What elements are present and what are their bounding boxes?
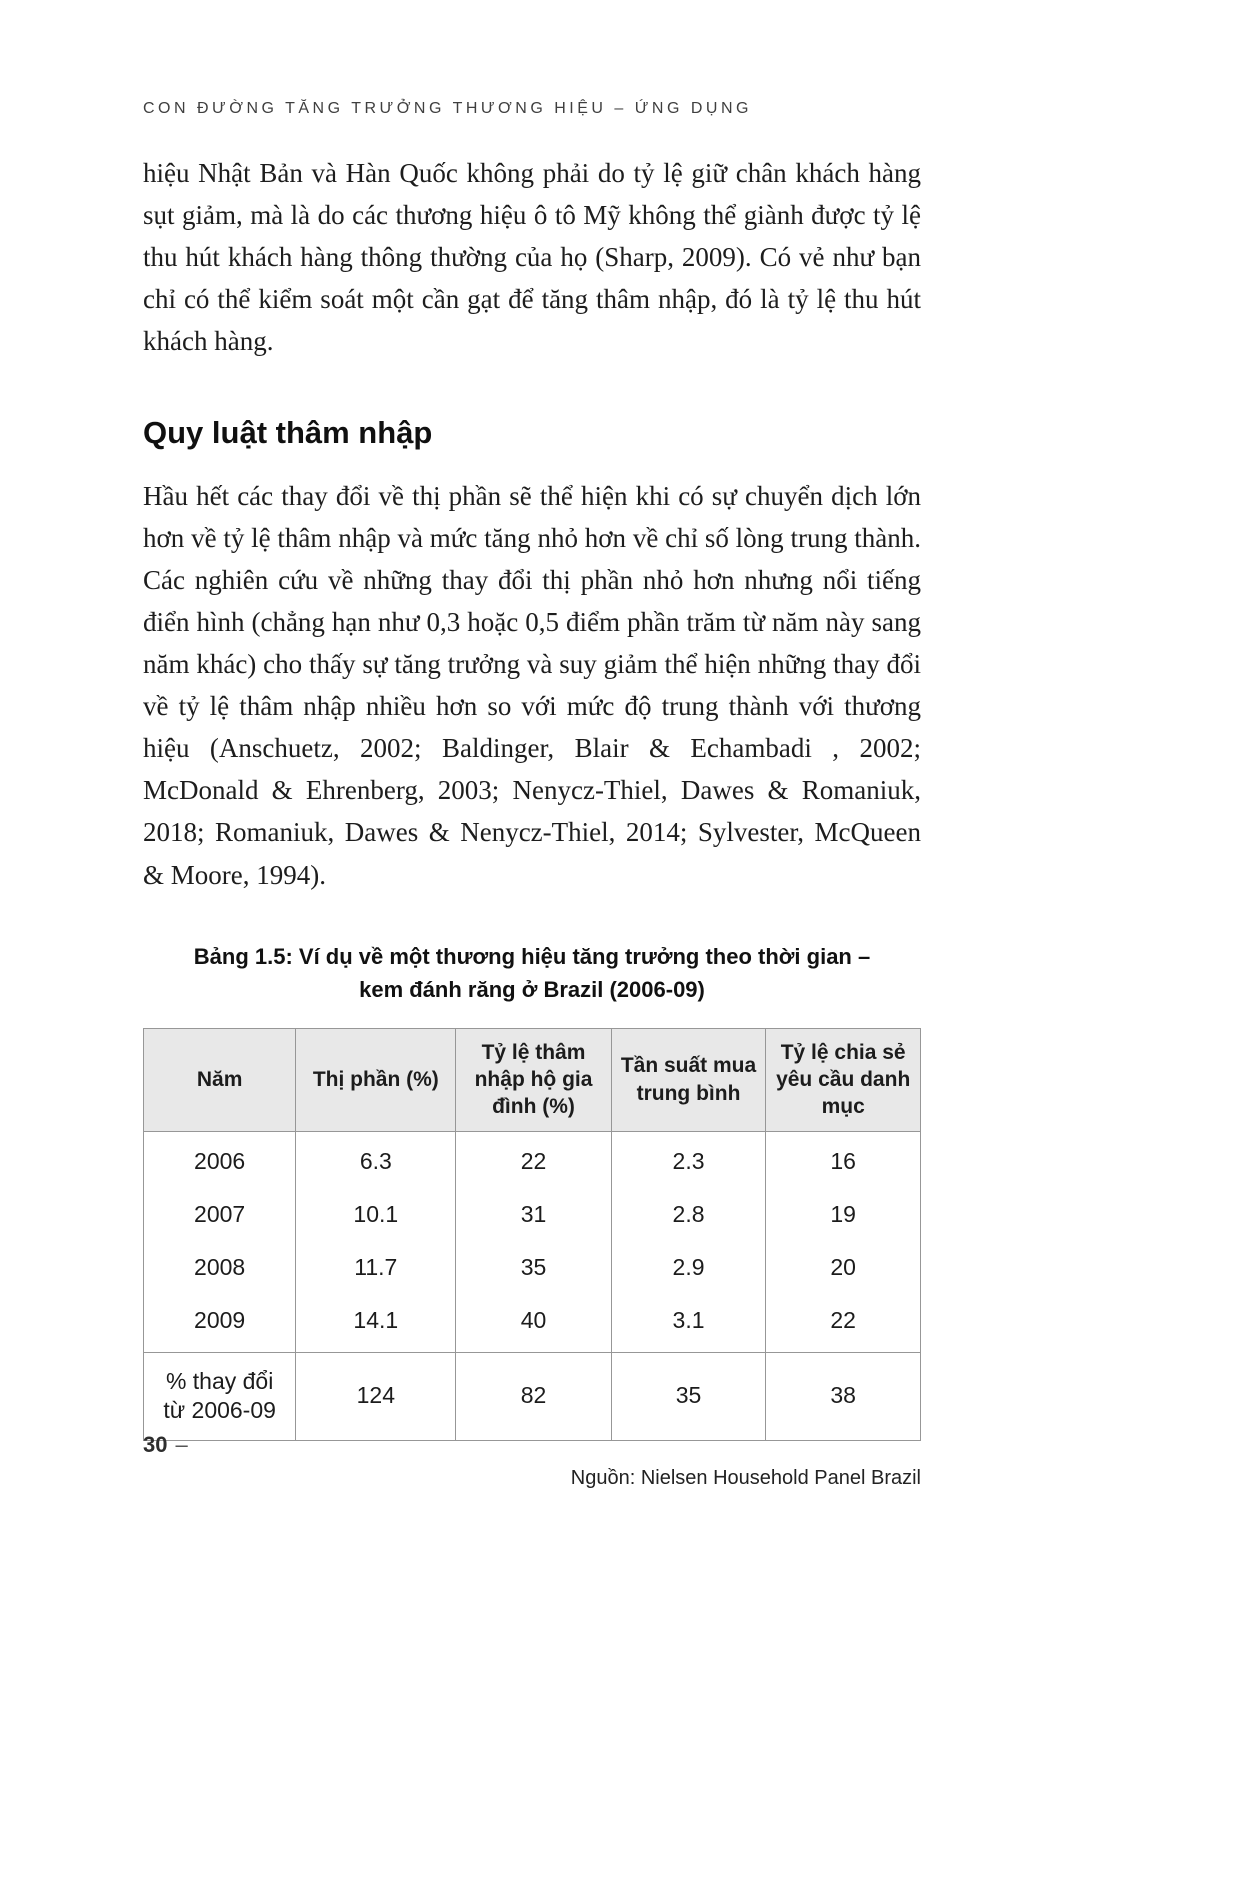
table-row-2007 bbox=[144, 1188, 921, 1241]
cell-frequency: 2.3 bbox=[611, 1131, 766, 1188]
cell-year: 2006 bbox=[144, 1131, 296, 1188]
cell-summary-label: % thay đổi từ 2006-09 bbox=[144, 1352, 296, 1441]
cell-category-share: 16 bbox=[766, 1131, 921, 1188]
cell-category-share: 20 bbox=[766, 1241, 921, 1294]
page-footer bbox=[143, 1432, 188, 1458]
cell-year: 2008 bbox=[144, 1241, 296, 1294]
column-header-purchase-frequency: Tần suất mua trung bình bbox=[611, 1028, 766, 1131]
cell-frequency: 2.9 bbox=[611, 1241, 766, 1294]
column-header-penetration: Tỷ lệ thâm nhập hộ gia đình (%) bbox=[456, 1028, 611, 1131]
cell-market-share: 6.3 bbox=[296, 1131, 456, 1188]
table-caption bbox=[143, 940, 921, 1006]
running-header: CON ĐƯỜNG TĂNG TRƯỞNG THƯƠNG HIỆU – ỨNG DỤNG bbox=[143, 100, 752, 117]
page-content bbox=[143, 0, 921, 1490]
table-row-2009 bbox=[144, 1294, 921, 1353]
table-summary-row bbox=[144, 1352, 921, 1441]
cell-summary-frequency: 35 bbox=[611, 1352, 766, 1441]
brand-growth-table bbox=[143, 1028, 921, 1442]
column-header-year: Năm bbox=[144, 1028, 296, 1131]
cell-summary-penetration: 82 bbox=[456, 1352, 611, 1441]
table-caption-line-2: kem đánh răng ở Brazil (2006-09) bbox=[359, 976, 705, 1002]
cell-frequency: 2.8 bbox=[611, 1188, 766, 1241]
cell-summary-market-share: 124 bbox=[296, 1352, 456, 1441]
section-paragraph: Hầu hết các thay đổi về thị phần sẽ thể hiện khi có sự chuyển dịch lớn hơn về tỷ lệ thâm nhập và mức tăng nhỏ hơn về chỉ số lòng trung thành. Các nghiên cứu về những thay đổi thị phần nhỏ hơn nhưng nổi tiếng điển hình (chẳng hạn như 0,3 hoặc 0,5 điểm phần trăm từ năm này sang năm khác) cho thấy sự tăng trưởng và suy giảm thể hiện những thay đổi về tỷ lệ thâm nhập nhiều hơn so với mức độ trung thành với thương hiệu (Anschuetz, 2002; Baldinger, Blair & Echambadi , 2002; McDonald & Ehrenberg, 2003; Nenycz-Thiel, Dawes & Romaniuk, 2018; Romaniuk, Dawes & Nenycz-Thiel, 2014; Sylvester, McQueen & Moore, 1994). bbox=[143, 480, 921, 890]
cell-market-share: 10.1 bbox=[296, 1188, 456, 1241]
page-number: 30 bbox=[143, 1432, 168, 1457]
table-header-row bbox=[144, 1028, 921, 1131]
table-row-2006 bbox=[144, 1131, 921, 1188]
table-caption-line-1: Bảng 1.5: Ví dụ về một thương hiệu tăng trưởng theo thời gian – bbox=[193, 943, 871, 969]
cell-year: 2009 bbox=[144, 1294, 296, 1353]
column-header-market-share: Thị phần (%) bbox=[296, 1028, 456, 1131]
section-heading: Quy luật thâm nhập bbox=[143, 414, 433, 450]
cell-category-share: 22 bbox=[766, 1294, 921, 1353]
cell-market-share: 14.1 bbox=[296, 1294, 456, 1353]
cell-penetration: 40 bbox=[456, 1294, 611, 1353]
paragraph-continuation: hiệu Nhật Bản và Hàn Quốc không phải do tỷ lệ giữ chân khách hàng sụt giảm, mà là do các thương hiệu ô tô Mỹ không thể giành được tỷ lệ thu hút khách hàng thông thường của họ (Sharp, 2009). Có vẻ như bạn chỉ có thể kiểm soát một cần gạt để tăng thâm nhập, đó là tỷ lệ thu hút khách hàng. bbox=[143, 158, 921, 357]
cell-penetration: 35 bbox=[456, 1241, 611, 1294]
cell-frequency: 3.1 bbox=[611, 1294, 766, 1353]
column-header-category-share: Tỷ lệ chia sẻ yêu cầu danh mục bbox=[766, 1028, 921, 1131]
cell-penetration: 22 bbox=[456, 1131, 611, 1188]
table-source: Nguồn: Nielsen Household Panel Brazil bbox=[570, 1467, 921, 1490]
cell-penetration: 31 bbox=[456, 1188, 611, 1241]
cell-category-share: 19 bbox=[766, 1188, 921, 1241]
table-row-2008 bbox=[144, 1241, 921, 1294]
cell-summary-category-share: 38 bbox=[766, 1352, 921, 1441]
cell-market-share: 11.7 bbox=[296, 1241, 456, 1294]
footer-dash: – bbox=[175, 1432, 188, 1457]
cell-year: 2007 bbox=[144, 1188, 296, 1241]
